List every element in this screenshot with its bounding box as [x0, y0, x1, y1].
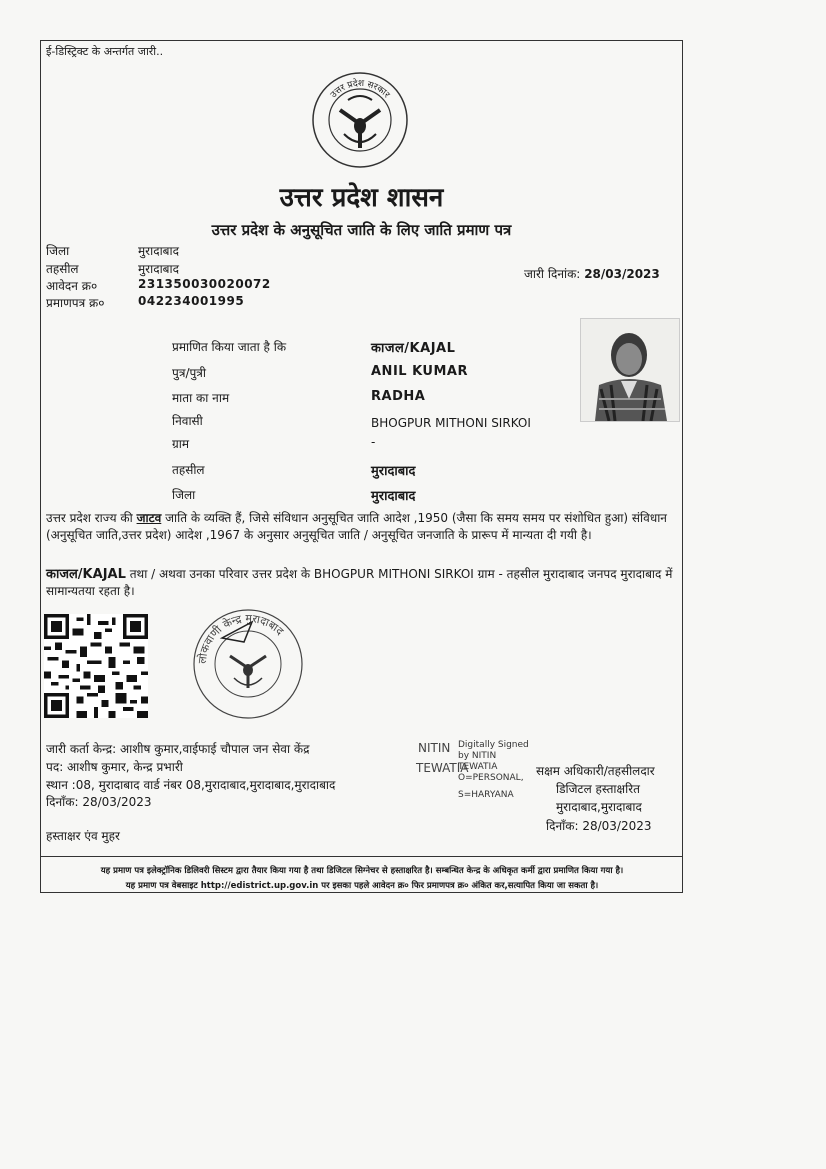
residence-statement: काजल/KAJAL तथा / अथवा उनका परिवार उत्तर प्रदेश के BHOGPUR MITHONI SIRKOI ग्राम - तहसील मुरादाबाद जनपद मुरादाबाद में सामान्यतया रहता है।: [46, 567, 673, 598]
office-seal: [192, 608, 304, 720]
detail-label-certified: प्रमाणित किया जाता है कि: [172, 340, 287, 354]
svg-text:लोकवाणी केन्द्र मुरादाबाद: लोकवाणी केन्द्र मुरादाबाद: [195, 611, 287, 665]
header-note: ई-डिस्ट्रिक्ट के अन्तर्गत जारी..: [46, 45, 164, 58]
officer-title: सक्षम अधिकारी/तहसीलदार: [536, 764, 655, 778]
document-subtitle: उत्तर प्रदेश के अनुसूचित जाति के लिए जाति प्रमाण पत्र: [211, 221, 512, 239]
meta-label-application: आवेदन क्र०: [46, 279, 98, 293]
signer-name-first: NITIN: [418, 741, 451, 755]
detail-label-resident: निवासी: [172, 414, 203, 428]
issuer-date: दिनाँक: 28/03/2023: [46, 795, 152, 809]
detail-label-mother: माता का नाम: [172, 391, 230, 405]
issuer-center: जारी कर्ता केन्द्र: आशीष कुमार,वाईफाई चौपाल जन सेवा केंद्र: [46, 742, 310, 756]
detail-value-father: ANIL KUMAR: [371, 364, 468, 379]
digital-signature-block: Digitally Signed by NITIN TEWATIA O=PERSONAL, S=HARYANA: [458, 740, 529, 800]
issue-date-value: 28/03/2023: [584, 267, 660, 281]
signature-seal-label: हस्ताक्षर एंव मुहर: [46, 829, 120, 843]
detail-value-name: काजल/KAJAL: [371, 341, 456, 356]
issue-date-label: जारी दिनांक:: [524, 267, 581, 281]
meta-label-certificate: प्रमाणपत्र क्र०: [46, 296, 105, 310]
detail-value-mother: RADHA: [371, 389, 426, 404]
issuer-post: पद: आशीष कुमार, केन्द्र प्रभारी: [46, 760, 183, 774]
detail-value-district: मुरादाबाद: [371, 489, 416, 504]
officer-date: दिनाँक: 28/03/2023: [546, 819, 652, 833]
svg-text:उत्तर प्रदेश सरकार: उत्तर प्रदेश सरकार: [328, 78, 392, 101]
caste-name: जाटव: [136, 511, 162, 525]
detail-label-village: ग्राम: [172, 437, 190, 451]
signer-name-last: TEWATIA: [416, 761, 469, 775]
meta-value-district: मुरादाबाद: [138, 244, 180, 258]
meta-label-tehsil: तहसील: [46, 262, 79, 276]
applicant-photo: [580, 318, 680, 422]
detail-value-resident: BHOGPUR MITHONI SIRKOI: [371, 416, 531, 430]
residence-name: काजल/KAJAL: [46, 567, 126, 582]
issue-date: [524, 265, 660, 282]
officer-sign: डिजिटल हस्ताक्षरित: [556, 782, 640, 796]
footer-line-2: यह प्रमाण पत्र वेबसाइट http://edistrict.up.gov.in पर इसका पहले आवेदन क्र० फिर प्रमाणपत्र क्र० अंकित कर,सत्यापित किया जा सकता है।: [125, 881, 599, 891]
meta-value-tehsil: मुरादाबाद: [138, 262, 180, 276]
footer-line-1: यह प्रमाण पत्र इलेक्ट्रॉनिक डिलिवरी सिस्टम द्वारा तैयार किया गया है तथा डिजिटल सिग्नेचर से हस्ताक्षरित है। सम्बन्धित केन्द्र के अधिकृत कर्मी द्वारा प्रमाणित किया गया है।: [100, 866, 624, 876]
detail-value-tehsil: मुरादाबाद: [371, 464, 416, 479]
document-title: उत्तर प्रदेश शासन: [279, 183, 444, 213]
meta-label-district: जिला: [46, 244, 70, 258]
detail-label-tehsil: तहसील: [172, 463, 205, 477]
caste-statement: उत्तर प्रदेश राज्य की जाटव जाति के व्यक्ति हैं, जिसे संविधान अनुसूचित जाति आदेश ,1950 (जैसा कि समय समय पर संशोधित हुआ) संविधान (अनुसूचित जाति,उत्तर प्रदेश) आदेश ,1967 के अनुसार अनुसूचित जाति / अनुसूचित जनजाति के प्रारूप में मान्यता दी गयी है।: [46, 511, 667, 542]
officer-place: मुरादाबाद,मुरादाबाद: [556, 800, 642, 814]
detail-label-child-of: पुत्र/पुत्री: [172, 366, 207, 380]
qr-code: [44, 614, 148, 718]
meta-value-certificate: 042234001995: [138, 294, 245, 308]
footer-divider: [41, 856, 682, 857]
detail-label-district: जिला: [172, 488, 196, 502]
meta-value-application: 231350030020072: [138, 277, 271, 291]
state-emblem: [310, 70, 410, 170]
issuer-place: स्थान :08, मुरादाबाद वार्ड नंबर 08,मुरादाबाद,मुरादाबाद,मुरादाबाद: [46, 778, 336, 792]
detail-value-village: -: [371, 435, 376, 449]
